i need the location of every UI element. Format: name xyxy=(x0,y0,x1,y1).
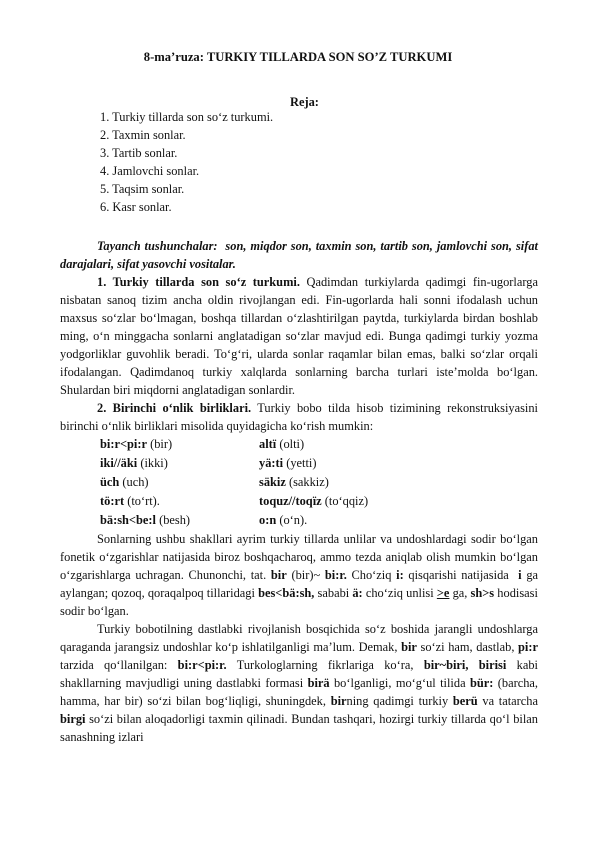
term: birgi xyxy=(60,712,86,726)
numeral-row xyxy=(100,511,538,530)
para-text: va tatarcha xyxy=(482,694,538,708)
term: bi:r. xyxy=(324,568,347,582)
term: bür: xyxy=(469,676,494,690)
term: i xyxy=(518,568,522,582)
numeral-gloss: (olti) xyxy=(279,437,305,451)
numeral-form: yä:ti xyxy=(259,456,284,470)
bir-etymology-paragraph xyxy=(60,620,538,746)
numeral-gloss: (yetti) xyxy=(286,456,317,470)
para-text: Sonlarning ushbu shakllari ayrim turkiy tillarda unlilar va undoshlardagi sodir bo‘lgan fonetik o‘zgarishlar natijasida biroz boshqacharoq, ammo tezda aniqlab olish mumkin bo‘lgan o‘zgarishlarga uchragan. Chunonchi, tat. xyxy=(60,532,538,582)
term: berü xyxy=(452,694,478,708)
para-text: kabi shakllarning mavjudligi uning dastlabki formasi xyxy=(60,658,538,690)
section2-heading: 2. Birinchi o‘nlik birliklari. xyxy=(97,401,252,415)
numeral-form: bi:r<pi:r xyxy=(100,437,147,451)
numeral-form: üch xyxy=(100,475,120,489)
term: bir xyxy=(401,640,417,654)
para-text: (bir)~ xyxy=(291,568,321,582)
keywords-paragraph xyxy=(60,237,538,273)
section2-text: Turkiy bobo tilda hisob tizimining rekonstruksiyasini birinchi o‘nlik birliklari misolida quyidagicha ko‘rish mumkin: xyxy=(60,401,538,433)
para-text: Cho‘ziq xyxy=(351,568,392,582)
term: bir~biri, birisi xyxy=(423,658,507,672)
section1-text: Qadimdan turkiylarda qadimgi fin-ugorlarga nisbatan sanoq tizim ancha oldin rivojlangan edi. Fin-ugorlarda hali sonni ifodalash uchun maxsus so‘zlar bo‘lmagan, boshqa tillardan o‘zlashtirilgan paytda, turkiylarda birdan boshlab ming, o‘n minggacha sonlarni anglatadigan so‘zlar mavjud edi. Bunga qadimgi turkiy yozma yodgorliklar guvohlik beradi. To‘g‘ri, ularda sonlar raqamlar bilan emas, balki so‘zlar orqali ifodalangan. Qadimdanoq turkiy xalqlarda sonlarning barcha turlari iste’molda bo‘lgan. Shulardan biri miqdorni anglatadigan sonlardir. xyxy=(60,275,538,397)
lecture-title: 8-ma’ruza: TURKIY TILLARDA SON SO’Z TURKUMI xyxy=(143,50,453,64)
numeral-gloss: (bir) xyxy=(150,437,173,451)
section2-paragraph xyxy=(60,399,538,435)
numeral-gloss: (to‘qqiz) xyxy=(324,494,369,508)
term: i: xyxy=(396,568,404,582)
term: bir xyxy=(330,694,347,708)
numeral-gloss: (uch) xyxy=(122,475,149,489)
para-text: ga, xyxy=(452,586,468,600)
term: pi:r xyxy=(518,640,538,654)
para-text: tarzida qo‘llanilgan: xyxy=(60,658,168,672)
keywords-text: son, miqdor son, taxmin son, tartib son, jamlovchi son, sifat darajalari, sifat yasovchi vositalar. xyxy=(60,239,538,271)
plan-item: 2. Taxmin sonlar. xyxy=(100,128,186,142)
plan-item: 6. Kasr sonlar. xyxy=(100,200,172,214)
numeral-gloss: (o‘n). xyxy=(279,513,308,527)
numeral-form: bä:sh<be:l xyxy=(100,513,156,527)
numeral-gloss: (besh) xyxy=(159,513,191,527)
plan-item: 3. Tartib sonlar. xyxy=(100,146,178,160)
term: bi:r<pi:r. xyxy=(177,658,227,672)
term: birä xyxy=(307,676,330,690)
para-text: (barcha, hamma, har bir) so‘zi bilan bog‘liqligi, shuningdek, xyxy=(60,676,538,708)
plan-heading: Reja: xyxy=(290,95,319,109)
section1-paragraph xyxy=(60,273,538,399)
numeral-form: toquz//toqïz xyxy=(259,494,322,508)
para-text: sababi xyxy=(317,586,350,600)
term: sh>s xyxy=(470,586,495,600)
term: bes<bä:sh, xyxy=(258,586,315,600)
numeral-row xyxy=(100,473,538,492)
para-text: so‘zi bilan aloqadorligi taxmin qilinadi. Bundan tashqari, hozirgi turkiy tillarda qo‘l bilan sanashning izlari xyxy=(60,712,538,744)
numeral-gloss: (to‘rt). xyxy=(127,494,160,508)
term: bir xyxy=(270,568,287,582)
para-text: Turkiy bobotilning dastlabki rivojlanish bosqichida so‘z boshida jarangli undoshlarga qaraganda jarangsiz undoshlar ko‘p ishlatilganligi ma’lum. Demak, xyxy=(60,622,538,654)
para-text: ga aylangan; qozoq, qoraqalpoq tillaridagi xyxy=(60,568,539,600)
numerals-table xyxy=(100,435,538,530)
numeral-form: tö:rt xyxy=(100,494,125,508)
numeral-row xyxy=(100,454,538,473)
numeral-form: iki//äki xyxy=(100,456,138,470)
para-text: Turkologlarning fikrlariga ko‘ra, xyxy=(236,658,414,672)
numeral-row xyxy=(100,435,538,454)
numeral-form: säkiz xyxy=(259,475,286,489)
term: >e xyxy=(436,586,450,600)
para-text: qisqarishi natijasida xyxy=(408,568,509,582)
section1-heading: 1. Turkiy tillarda son so‘z turkumi. xyxy=(97,275,300,289)
plan-list xyxy=(100,108,273,216)
term: ä: xyxy=(352,586,363,600)
numeral-gloss: (sakkiz) xyxy=(288,475,329,489)
document-body xyxy=(60,237,538,746)
keywords-label: Tayanch tushunchalar: xyxy=(97,239,218,253)
plan-item: 5. Taqsim sonlar. xyxy=(100,182,185,196)
para-text: bo‘lganligi, mo‘g‘ul tilida xyxy=(333,676,466,690)
plan-item: 1. Turkiy tillarda son so‘z turkumi. xyxy=(100,110,274,124)
numeral-row xyxy=(100,492,538,511)
plan-item: 4. Jamlovchi sonlar. xyxy=(100,164,200,178)
para-text: so‘zi ham, dastlab, xyxy=(420,640,515,654)
phonetic-changes-paragraph xyxy=(60,530,538,620)
numeral-form: altï xyxy=(259,437,277,451)
numeral-gloss: (ikki) xyxy=(140,456,168,470)
para-text: hodisasi sodir bo‘lgan. xyxy=(60,586,538,618)
numeral-form: o:n xyxy=(259,513,277,527)
para-text: cho‘ziq unlisi xyxy=(365,586,434,600)
para-text: ning qadimgi turkiy xyxy=(346,694,449,708)
